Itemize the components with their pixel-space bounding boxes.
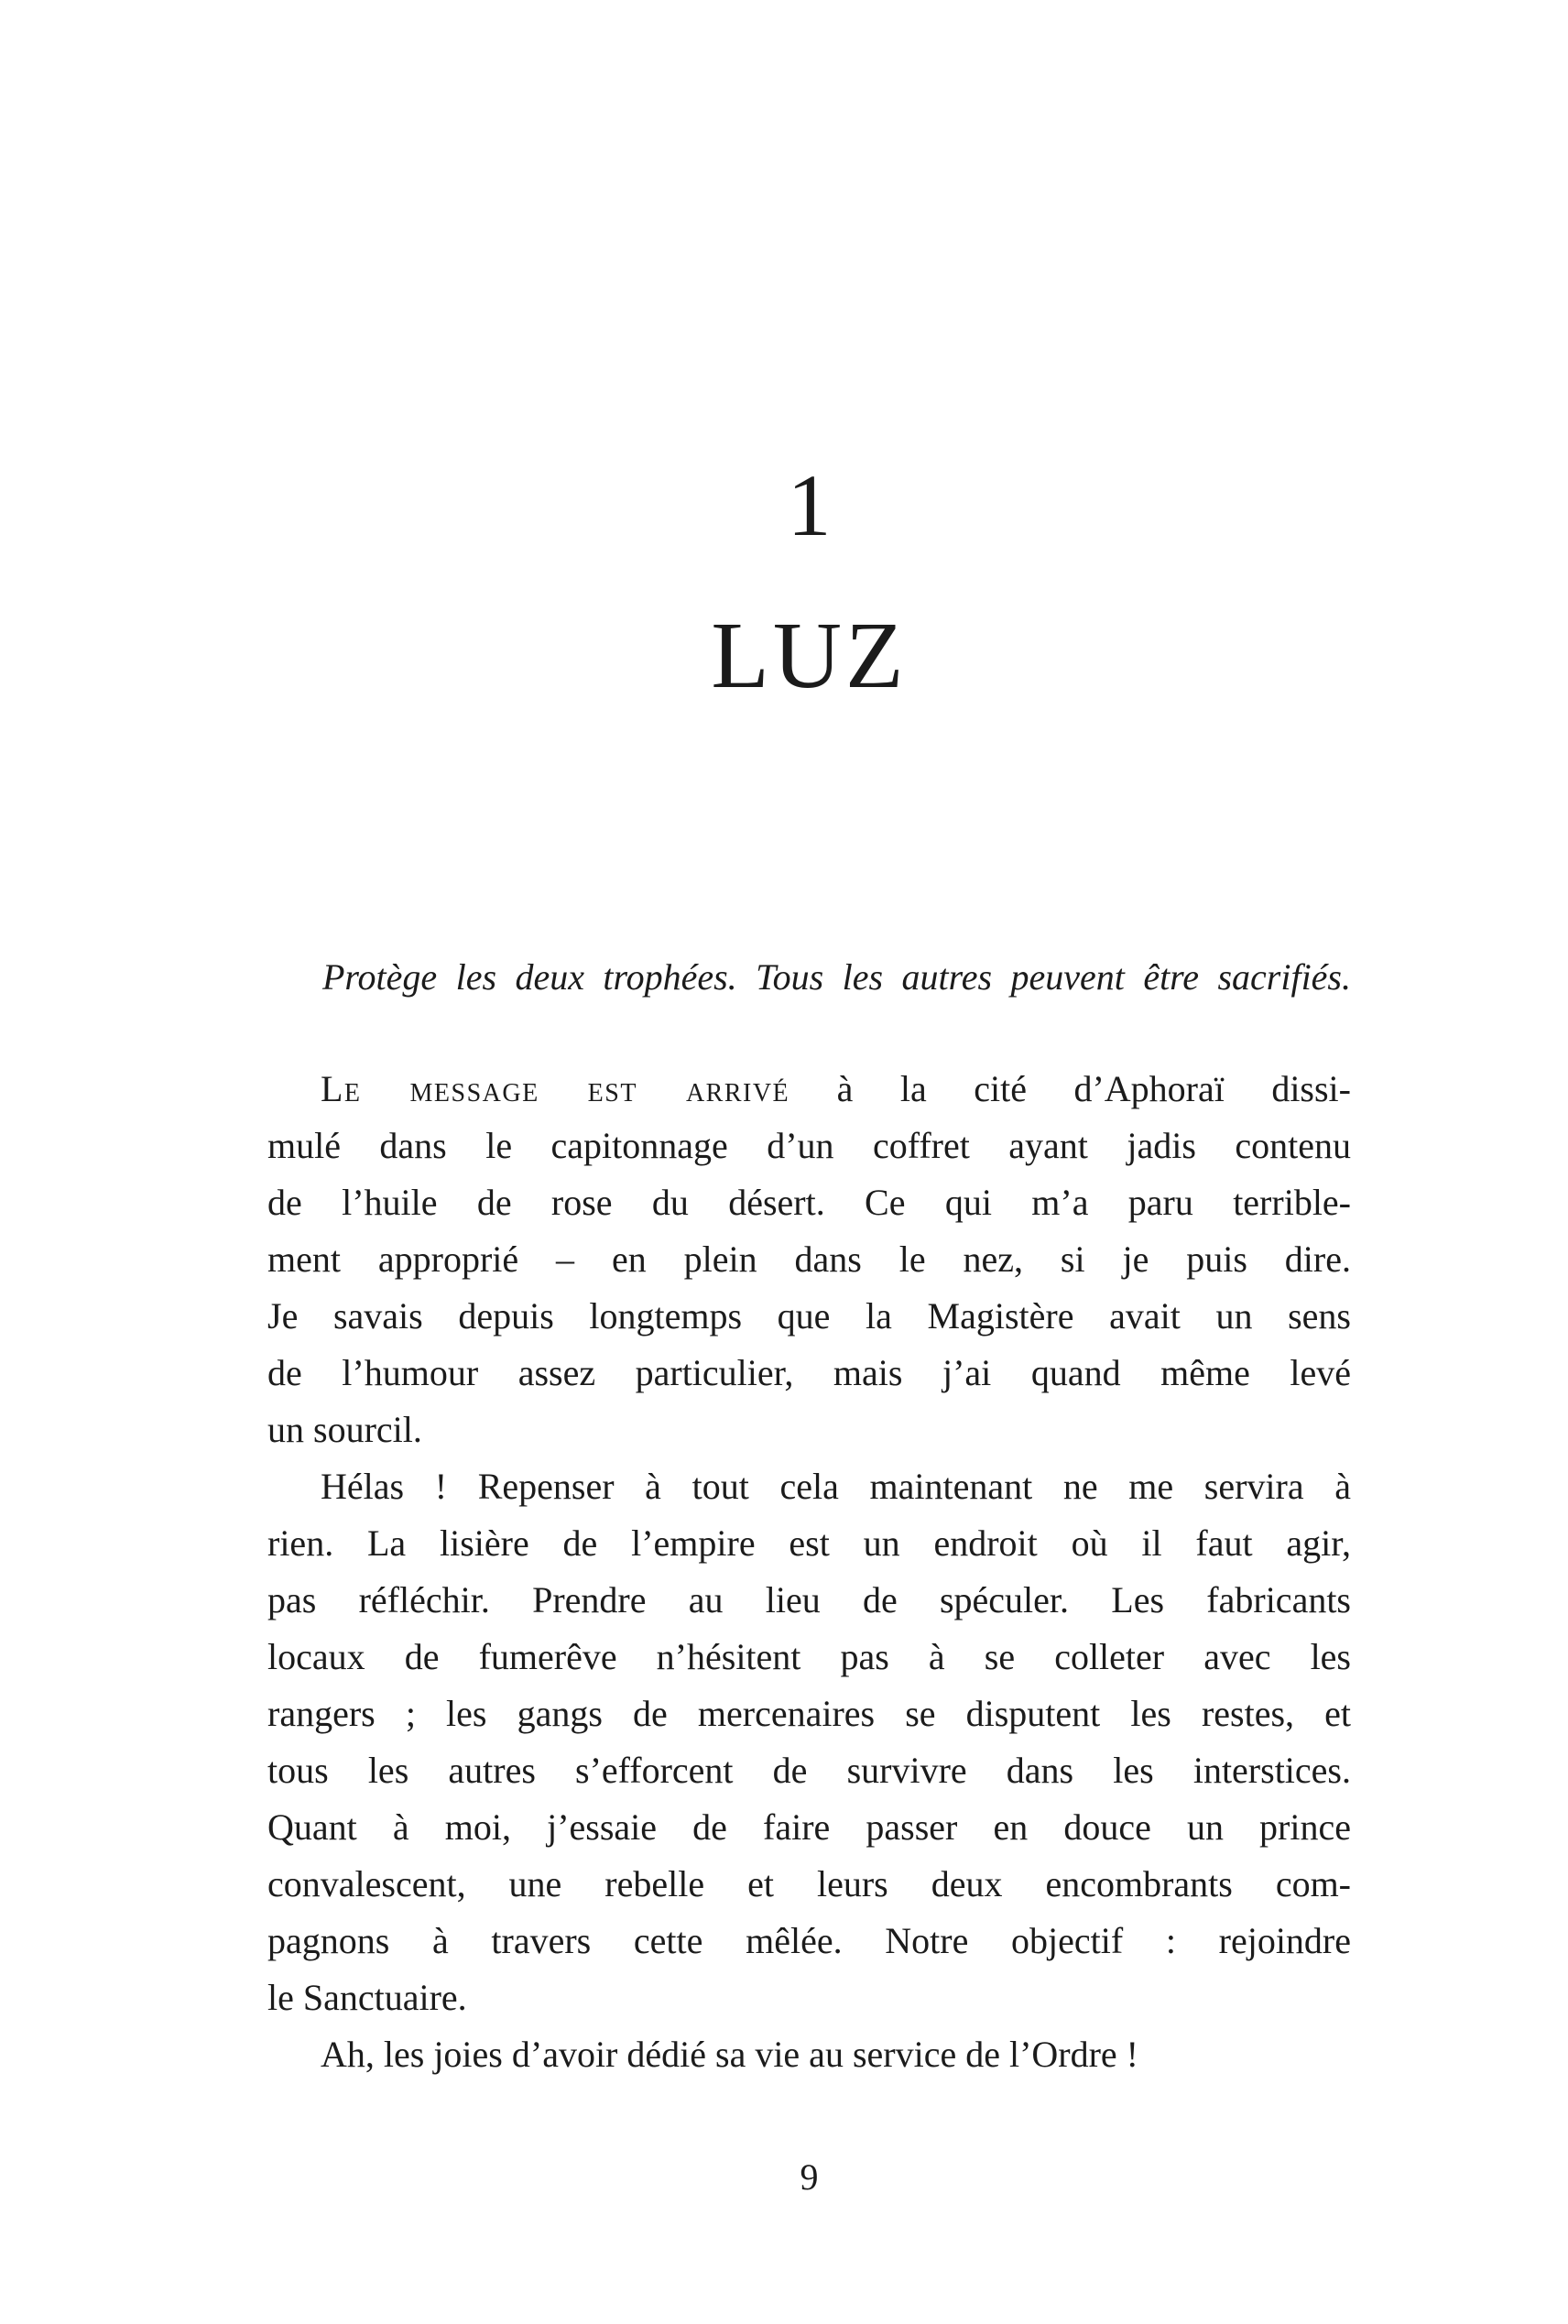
- page-number: 9: [800, 2156, 819, 2198]
- paragraph-2-line-4: locaux de fumerêve n’hésitent pas à se colleter avec les: [267, 1636, 1351, 1677]
- paragraph-3: [267, 2026, 1351, 2083]
- paragraph-1-line-1: [267, 1061, 1351, 1118]
- paragraph-1-line-7: un sourcil.: [267, 1409, 422, 1450]
- paragraph-2-line-2: rien. La lisière de l’empire est un endroit où il faut agir,: [267, 1522, 1351, 1564]
- epigraph-line: Protège les deux trophées. Tous les autres peuvent être sacrifiés.: [322, 956, 1351, 998]
- paragraph-1-line-6: de l’humour assez particulier, mais j’ai quand même levé: [267, 1352, 1351, 1393]
- chapter-number: 1: [787, 456, 832, 554]
- small-caps-lead: Le message est arrivé: [321, 1068, 790, 1109]
- paragraph-2-line-8: convalescent, une rebelle et leurs deux encombrants com-: [267, 1863, 1351, 1904]
- paragraph-2-line-10: le Sanctuaire.: [267, 1977, 467, 2018]
- epigraph: [267, 949, 1351, 1006]
- paragraph-2: [267, 1458, 1351, 2026]
- paragraph-3-line-1: Ah, les joies d’avoir dédié sa vie au service de l’Ordre !: [321, 2034, 1138, 2075]
- chapter-title: LUZ: [711, 603, 908, 708]
- body-text: [267, 1061, 1351, 2083]
- paragraph-1-line-2: mulé dans le capitonnage d’un coffret ayant jadis contenu: [267, 1125, 1351, 1166]
- paragraph-1-line-4: ment approprié – en plein dans le nez, si je puis dire.: [267, 1238, 1351, 1280]
- paragraph-2-line-7: Quant à moi, j’essaie de faire passer en douce un prince: [267, 1806, 1351, 1848]
- paragraph-2-line-1: Hélas ! Repenser à tout cela maintenant ne me servira à: [321, 1466, 1351, 1507]
- paragraph-1-line-5: Je savais depuis longtemps que la Magistère avait un sens: [267, 1295, 1351, 1337]
- paragraph-1: [267, 1061, 1351, 1458]
- paragraph-1-line-1-rest: à la cité d’Aphoraï dissi-: [789, 1068, 1351, 1109]
- paragraph-2-line-3: pas réfléchir. Prendre au lieu de spéculer. Les fabricants: [267, 1579, 1351, 1620]
- paragraph-2-line-9: pagnons à travers cette mêlée. Notre objectif : rejoindre: [267, 1920, 1351, 1961]
- paragraph-2-line-6: tous les autres s’efforcent de survivre dans les interstices.: [267, 1750, 1351, 1791]
- paragraph-2-line-5: rangers ; les gangs de mercenaires se disputent les restes, et: [267, 1693, 1351, 1734]
- paragraph-1-line-3: de l’huile de rose du désert. Ce qui m’a paru terrible-: [267, 1182, 1351, 1223]
